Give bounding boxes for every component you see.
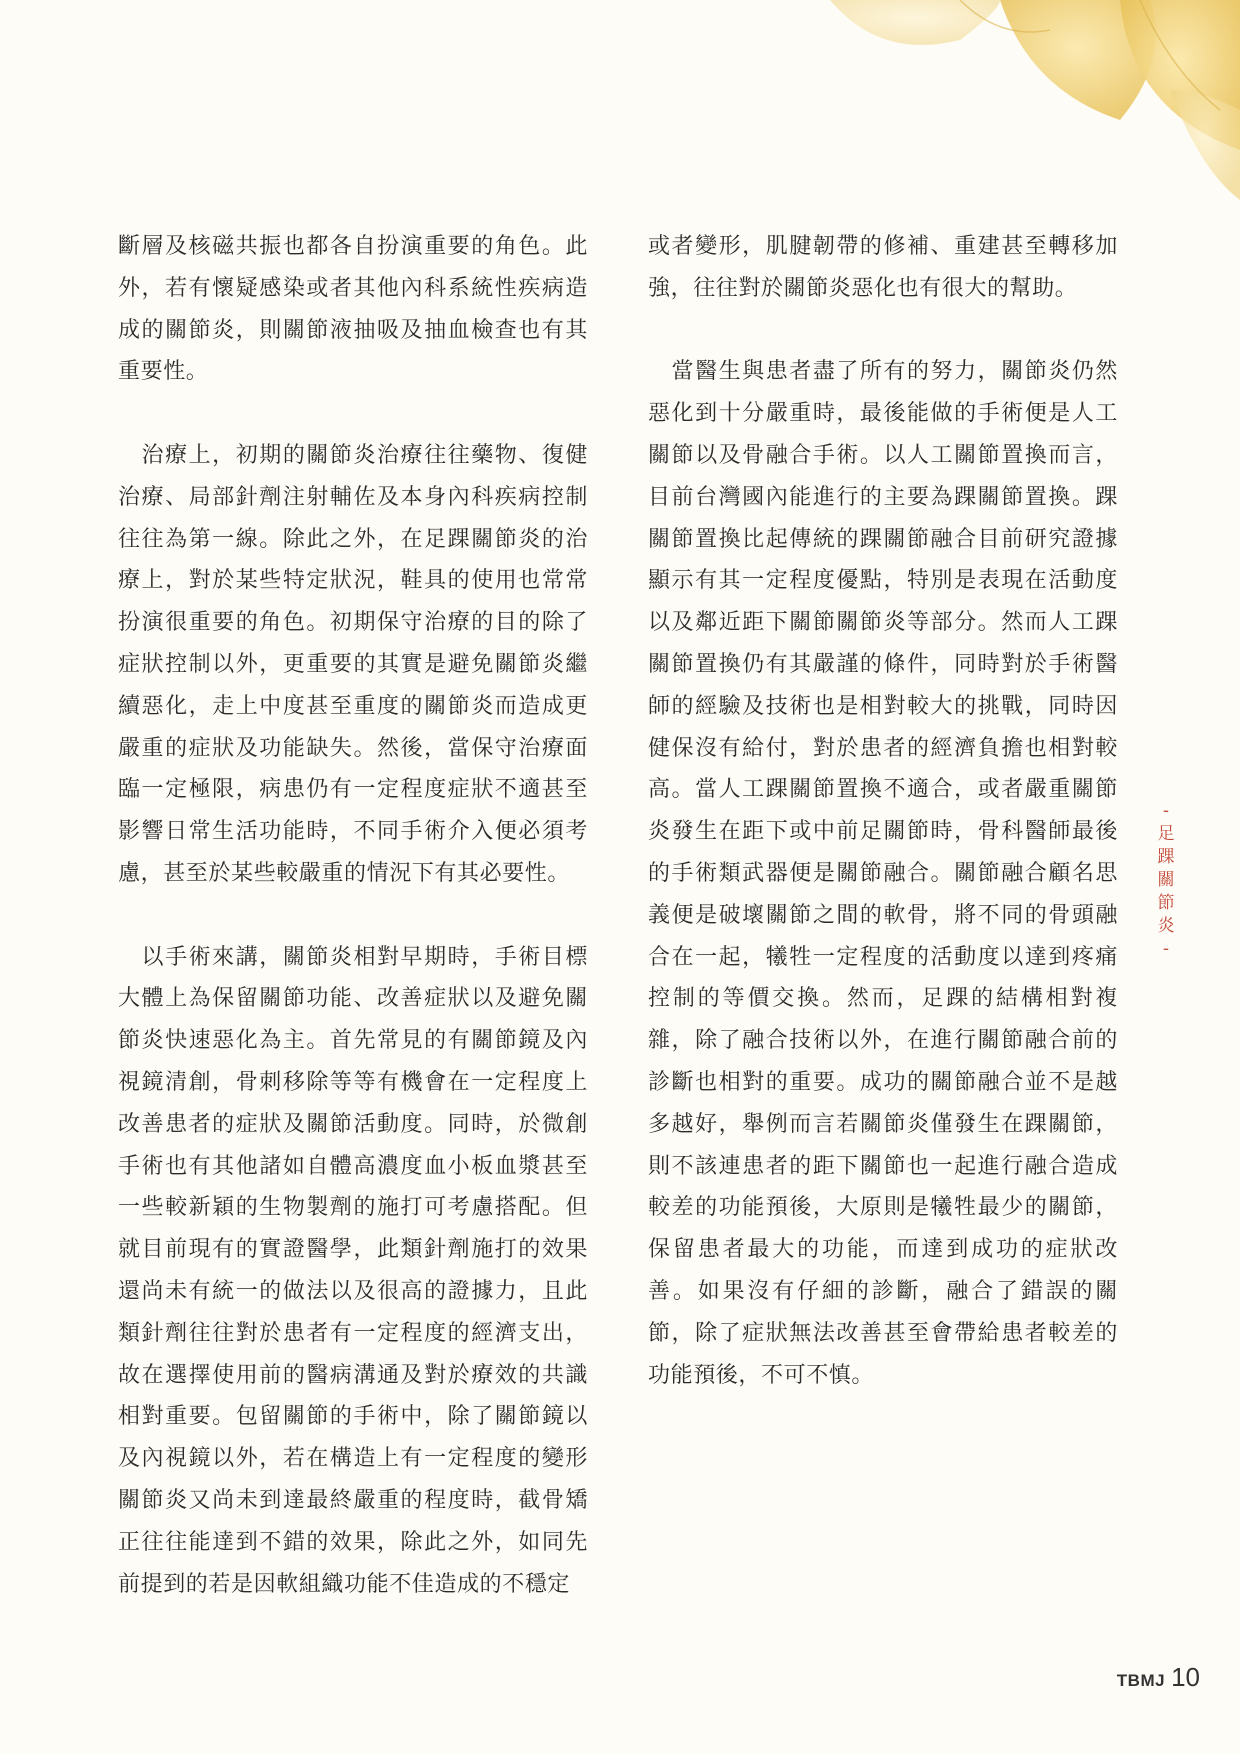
side-label-char: - xyxy=(1162,939,1170,959)
body-paragraph: 斷層及核磁共振也都各自扮演重要的角色。此外，若有懷疑感染或者其他內科系統性疾病造成的關節炎，則關節液抽吸及抽血檢查也有其重要性。 xyxy=(118,234,588,385)
journal-name: TBMJ xyxy=(1116,1671,1166,1690)
ginkgo-leaf-decoration xyxy=(700,0,1240,210)
side-label-char: 炎 xyxy=(1157,916,1175,936)
side-label-char: 節 xyxy=(1157,893,1175,913)
section-side-label xyxy=(1154,800,1178,961)
side-label-char: 踝 xyxy=(1157,847,1175,867)
side-label-char: 足 xyxy=(1157,824,1175,844)
body-paragraph: 或者變形，肌腱韌帶的修補、重建甚至轉移加強，往往對於關節炎惡化也有很大的幫助。 xyxy=(648,234,1118,301)
side-label-char: - xyxy=(1162,801,1170,821)
body-paragraph: 治療上，初期的關節炎治療往往藥物、復健治療、局部針劑注射輔佐及本身內科疾病控制往往為第一線。除此之外，在足踝關節炎的治療上，對於某些特定狀況，鞋具的使用也常常扮演很重要的角色。初期保守治療的目的除了症狀控制以外，更重要的其實是避免關節炎繼續惡化，走上中度甚至重度的關節炎而造成更嚴重的症狀及功能缺失。然後，當保守治療面臨一定極限，病患仍有一定程度症狀不適甚至影響日常生活功能時，不同手術介入便必須考慮，甚至於某些較嚴重的情況下有其必要性。 xyxy=(118,442,588,886)
page-footer xyxy=(1117,1662,1200,1693)
left-text-column xyxy=(118,226,588,1647)
page-number: 10 xyxy=(1171,1662,1200,1692)
right-text-column xyxy=(648,226,1118,1438)
side-label-char: 關 xyxy=(1157,870,1175,890)
body-paragraph: 以手術來講，關節炎相對早期時，手術目標大體上為保留關節功能、改善症狀以及避免關節炎快速惡化為主。首先常見的有關節鏡及內視鏡清創，骨刺移除等等有機會在一定程度上改善患者的症狀及關節活動度。同時，於微創手術也有其他諸如自體高濃度血小板血漿甚至一些較新穎的生物製劑的施打可考慮搭配。但就目前現有的實證醫學，此類針劑施打的效果還尚未有統一的做法以及很高的證據力，且此類針劑往往對於患者有一定程度的經濟支出，故在選擇使用前的醫病溝通及對於療效的共識相對重要。包留關節的手術中，除了關節鏡以及內視鏡以外，若在構造上有一定程度的變形關節炎又尚未到達最終嚴重的程度時，截骨矯正往往能達到不錯的效果，除此之外，如同先前提到的若是因軟組織功能不佳造成的不穩定 xyxy=(118,944,588,1597)
body-paragraph: 當醫生與患者盡了所有的努力，關節炎仍然惡化到十分嚴重時，最後能做的手術便是人工關節以及骨融合手術。以人工關節置換而言，目前台灣國內能進行的主要為踝關節置換。踝關節置換比起傳統的踝關節融合目前研究證據顯示有其一定程度優點，特別是表現在活動度以及鄰近距下關節關節炎等部分。然而人工踝關節置換仍有其嚴謹的條件，同時對於手術醫師的經驗及技術也是相對較大的挑戰，同時因健保沒有給付，對於患者的經濟負擔也相對較高。當人工踝關節置換不適合，或者嚴重關節炎發生在距下或中前足關節時，骨科醫師最後的手術類武器便是關節融合。關節融合顧名思義便是破壞關節之間的軟骨，將不同的骨頭融合在一起，犧牲一定程度的活動度以達到疼痛控制的等價交換。然而，足踝的結構相對複雜，除了融合技術以外，在進行關節融合前的診斷也相對的重要。成功的關節融合並不是越多越好，舉例而言若關節炎僅發生在踝關節，則不該連患者的距下關節也一起進行融合造成較差的功能預後，大原則是犧牲最少的關節，保留患者最大的功能，而達到成功的症狀改善。如果沒有仔細的診斷，融合了錯誤的關節，除了症狀無法改善甚至會帶給患者較差的功能預後，不可不慎。 xyxy=(648,359,1118,1388)
